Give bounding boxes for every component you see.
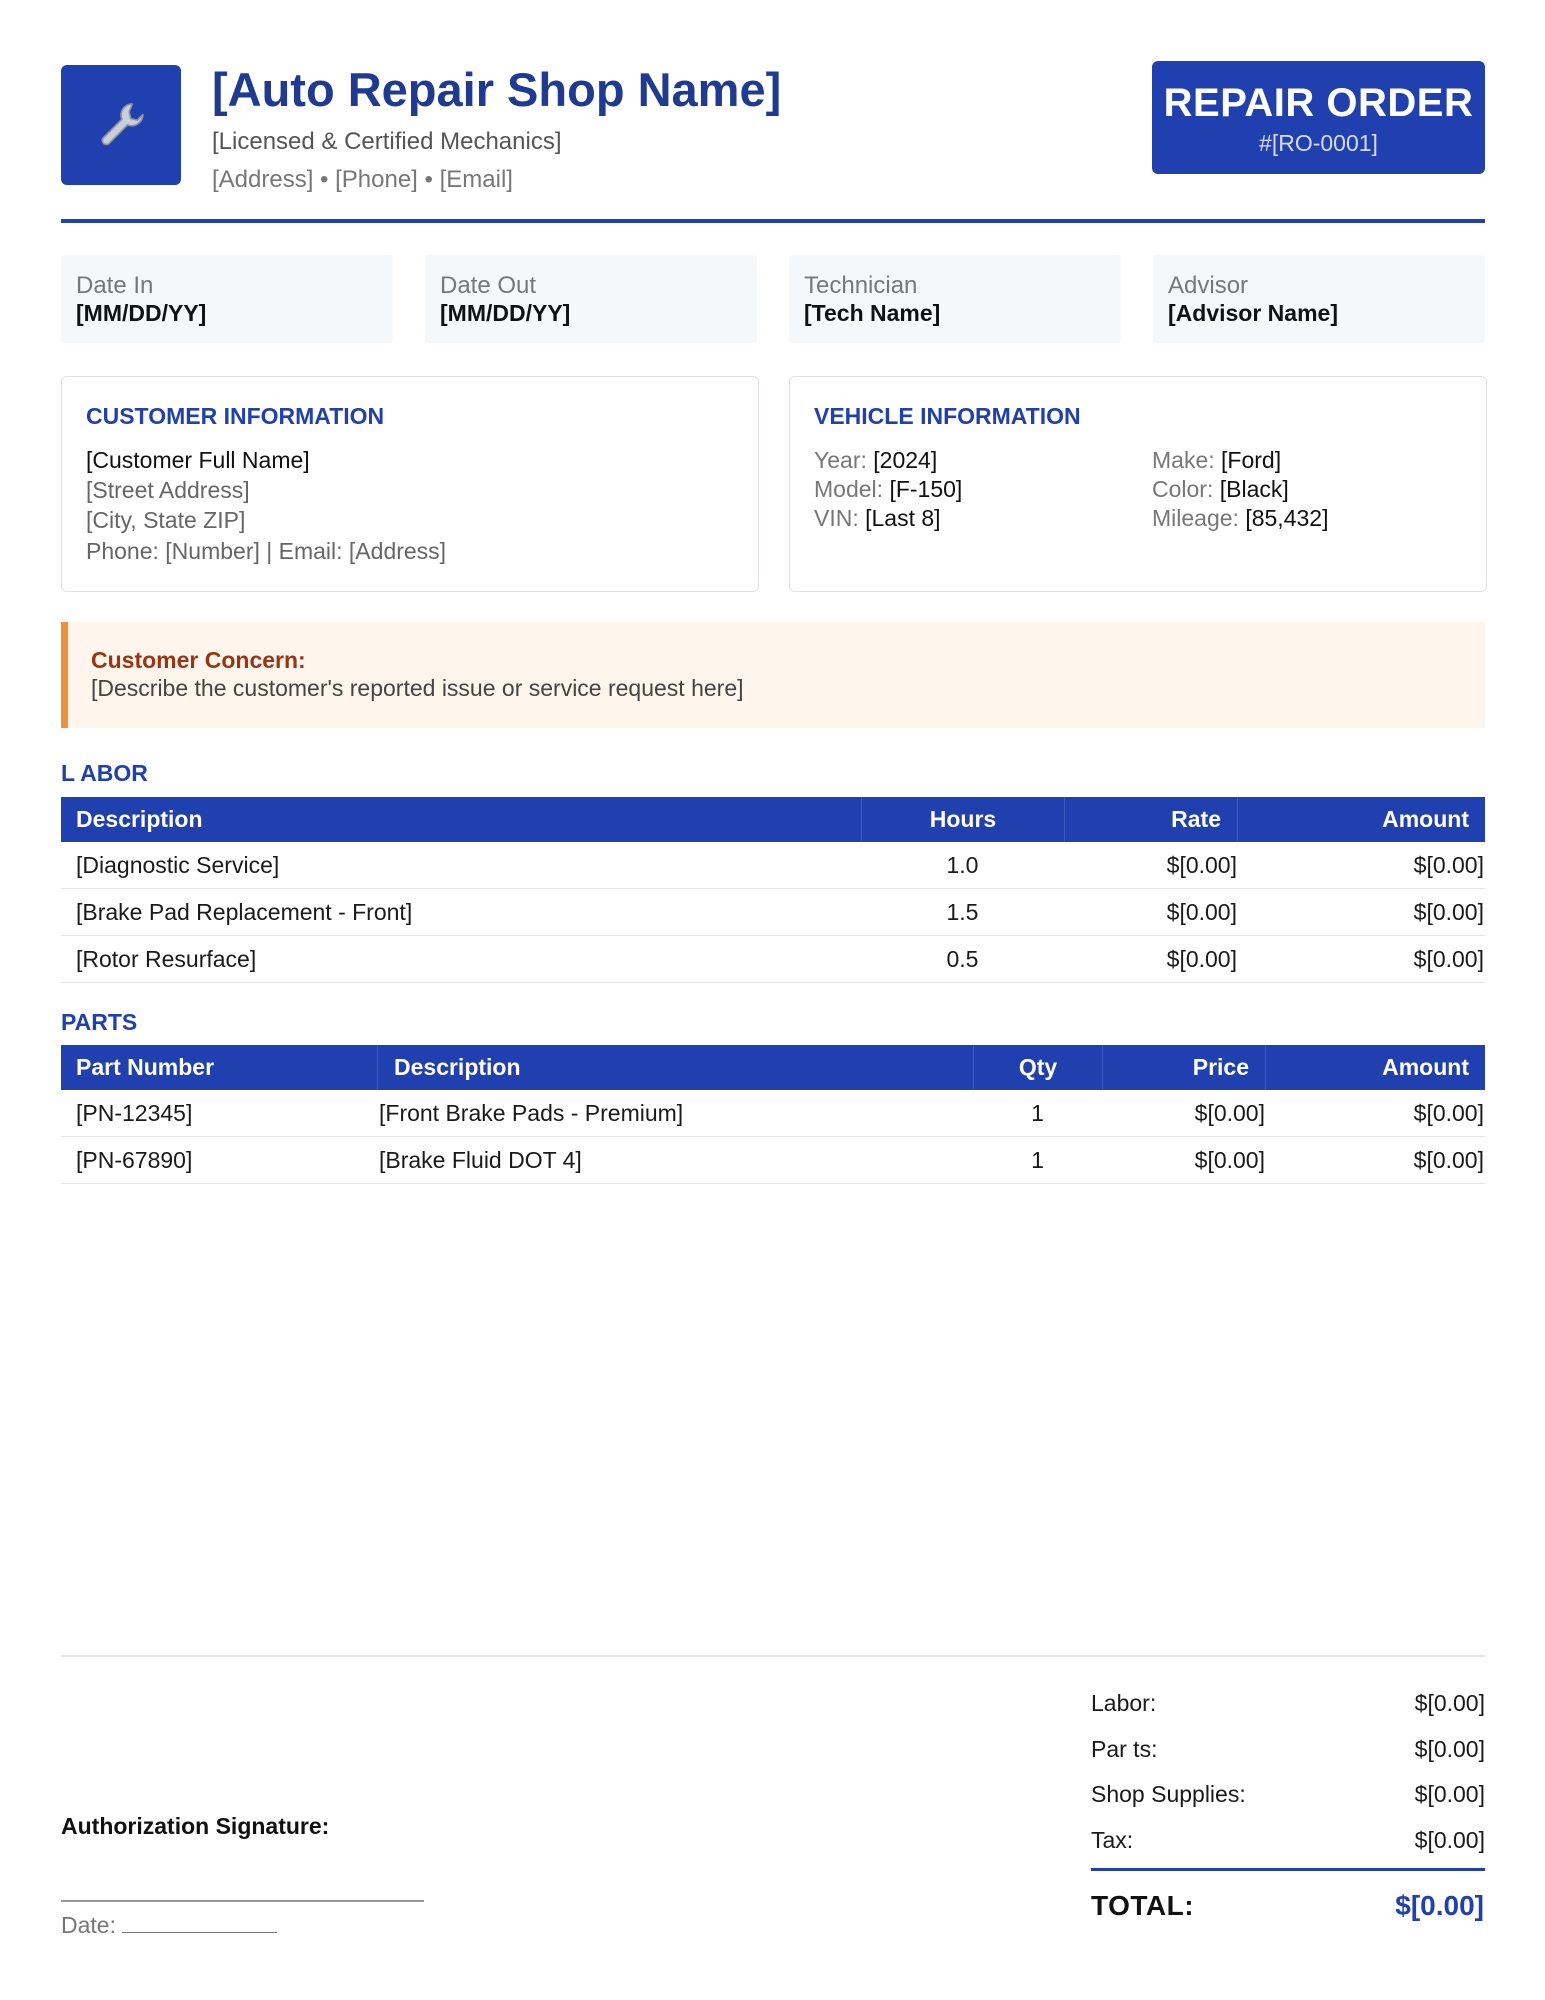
- parts-table: [61, 1045, 1485, 1184]
- summary-labor-value: $[0.00]: [1414, 1690, 1485, 1716]
- vehicle-color: [1152, 476, 1289, 503]
- labor-amount: $[0.00]: [1413, 946, 1484, 972]
- labor-hours: 1.0: [946, 852, 979, 878]
- technician-box: [789, 255, 1121, 343]
- concern-text: [Describe the customer's reported issue or service request here]: [91, 675, 744, 701]
- date-blank-line[interactable]: [122, 1912, 277, 1933]
- color-value: [Black]: [1219, 476, 1289, 502]
- labor-table-header: [61, 797, 1485, 842]
- shop-logo: [61, 65, 181, 185]
- technician-label: Technician: [804, 272, 918, 299]
- date-in-value: [MM/DD/YY]: [76, 300, 207, 326]
- doc-title: REPAIR ORDER: [1163, 81, 1474, 125]
- mileage-value: [85,432]: [1245, 505, 1329, 531]
- part-amount: $[0.00]: [1413, 1100, 1484, 1126]
- date-out-value: [MM/DD/YY]: [440, 300, 571, 326]
- customer-name: [Customer Full Name]: [86, 447, 310, 473]
- shop-name: [Auto Repair Shop Name]: [212, 63, 782, 116]
- labor-description: [Brake Pad Replacement - Front]: [76, 899, 413, 925]
- total-divider: [1091, 1868, 1485, 1871]
- customer-info-title: CUSTOMER INFORMATION: [86, 403, 385, 429]
- labor-rate: $[0.00]: [1166, 852, 1237, 878]
- authorization-date: [61, 1912, 277, 1939]
- year-label: Year:: [814, 447, 867, 473]
- summary-supplies-label: Shop Supplies:: [1091, 1781, 1246, 1807]
- summary-tax-label: Tax:: [1091, 1827, 1134, 1853]
- labor-col-amount: Amount: [1237, 797, 1485, 842]
- parts-col-description: Description: [377, 1045, 521, 1090]
- summary-labor-label: Labor:: [1091, 1690, 1157, 1716]
- part-qty: 1: [1031, 1147, 1044, 1173]
- table-row: [61, 889, 1485, 936]
- date-in-box: [61, 255, 393, 343]
- concern-title: Customer Concern:: [91, 647, 306, 673]
- color-label: Color:: [1152, 476, 1214, 502]
- labor-table: [61, 797, 1485, 983]
- mileage-label: Mileage:: [1152, 505, 1239, 531]
- date-out-box: [425, 255, 757, 343]
- make-value: [Ford]: [1221, 447, 1282, 473]
- advisor-box: [1153, 255, 1485, 343]
- parts-col-price: Price: [1102, 1045, 1265, 1090]
- parts-col-part-number: Part Number: [76, 1054, 215, 1080]
- customer-concern-box: [61, 622, 1485, 728]
- vehicle-make: [1152, 447, 1281, 474]
- footer-divider: [61, 1655, 1485, 1657]
- authorization-signature-label: Authorization Signature:: [61, 1813, 330, 1839]
- labor-description: [Diagnostic Service]: [76, 852, 280, 878]
- table-row: [61, 936, 1485, 983]
- part-number: [PN-12345]: [76, 1100, 193, 1126]
- part-price: $[0.00]: [1194, 1100, 1265, 1126]
- labor-hours: 1.5: [946, 899, 979, 925]
- vehicle-mileage: [1152, 505, 1328, 532]
- header-divider: [61, 219, 1485, 223]
- total-label: TOTAL:: [1091, 1890, 1195, 1921]
- shop-contact: [Address] • [Phone] • [Email]: [212, 166, 513, 193]
- labor-col-hours: Hours: [861, 797, 1064, 842]
- summary-tax-value: $[0.00]: [1414, 1827, 1485, 1853]
- year-value: [2024]: [873, 447, 938, 473]
- labor-description: [Rotor Resurface]: [76, 946, 257, 972]
- signature-line[interactable]: [61, 1900, 424, 1902]
- labor-col-rate: Rate: [1064, 797, 1237, 842]
- part-description: [Front Brake Pads - Premium]: [379, 1100, 684, 1126]
- labor-amount: $[0.00]: [1413, 852, 1484, 878]
- customer-info-card: [61, 376, 759, 592]
- date-in-label: Date In: [76, 272, 154, 299]
- parts-col-amount: Amount: [1265, 1045, 1485, 1090]
- repair-order-badge: [1152, 61, 1485, 174]
- table-row: [61, 1137, 1485, 1184]
- part-number: [PN-67890]: [76, 1147, 193, 1173]
- part-description: [Brake Fluid DOT 4]: [379, 1147, 582, 1173]
- wrench-icon: [95, 99, 147, 151]
- technician-value: [Tech Name]: [804, 300, 941, 326]
- summary-parts-label: Par ts:: [1091, 1736, 1158, 1762]
- model-label: Model:: [814, 476, 884, 502]
- labor-rate: $[0.00]: [1166, 946, 1237, 972]
- vehicle-model: [814, 476, 962, 503]
- date-out-label: Date Out: [440, 272, 537, 299]
- vehicle-info-title: VEHICLE INFORMATION: [814, 403, 1081, 429]
- customer-city: [City, State ZIP]: [86, 507, 246, 533]
- vehicle-year: [814, 447, 937, 474]
- table-row: [61, 1090, 1485, 1137]
- parts-col-qty: Qty: [973, 1045, 1102, 1090]
- summary-supplies-value: $[0.00]: [1414, 1781, 1485, 1807]
- labor-amount: $[0.00]: [1413, 899, 1484, 925]
- order-number: #[RO-0001]: [1259, 130, 1378, 156]
- table-row: [61, 842, 1485, 889]
- labor-hours: 0.5: [946, 946, 979, 972]
- labor-col-description: Description: [76, 806, 203, 832]
- part-amount: $[0.00]: [1413, 1147, 1484, 1173]
- part-qty: 1: [1031, 1100, 1044, 1126]
- part-price: $[0.00]: [1194, 1147, 1265, 1173]
- vehicle-vin: [814, 505, 941, 532]
- summary-parts-value: $[0.00]: [1414, 1736, 1485, 1762]
- parts-table-header: [61, 1045, 1485, 1090]
- vin-value: [Last 8]: [865, 505, 941, 531]
- labor-section-title: L ABOR: [61, 760, 148, 786]
- total-value: $[0.00]: [1395, 1890, 1484, 1921]
- make-label: Make:: [1152, 447, 1215, 473]
- model-value: [F-150]: [889, 476, 963, 502]
- labor-rate: $[0.00]: [1166, 899, 1237, 925]
- advisor-label: Advisor: [1168, 272, 1249, 299]
- vehicle-info-card: [789, 376, 1487, 592]
- parts-section-title: PARTS: [61, 1009, 138, 1035]
- vin-label: VIN:: [814, 505, 859, 531]
- date-label: Date:: [61, 1912, 116, 1938]
- shop-tagline: [Licensed & Certified Mechanics]: [212, 128, 562, 155]
- advisor-value: [Advisor Name]: [1168, 300, 1338, 326]
- customer-contact: Phone: [Number] | Email: [Address]: [86, 538, 447, 564]
- customer-street: [Street Address]: [86, 477, 250, 503]
